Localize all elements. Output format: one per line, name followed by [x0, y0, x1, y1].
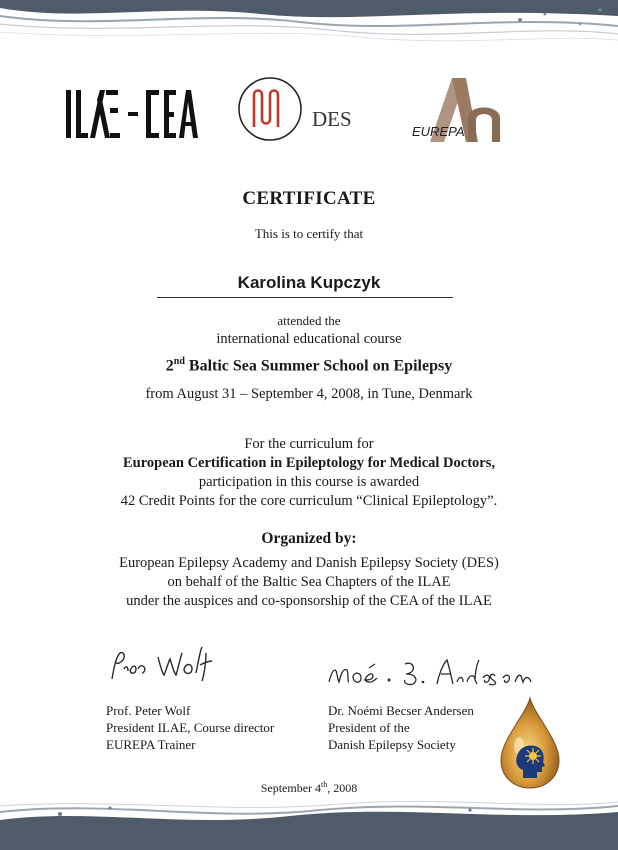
date-year: , 2008 [327, 781, 358, 795]
certificate-date [0, 780, 618, 796]
des-logo-icon [254, 91, 278, 128]
recipient-name: Karolina Kupczyk [237, 273, 381, 292]
signature-peter-wolf [108, 643, 220, 685]
signer-role: EUREPA Trainer [106, 737, 196, 752]
amber-drop-head-icon [499, 696, 561, 790]
ilae-cea-logo-icon [66, 90, 198, 138]
top-wave-decoration [0, 0, 618, 48]
signer-role: President ILAE, Course director [106, 720, 275, 735]
certify-line: This is to certify that [254, 226, 364, 241]
organized-line-2: on behalf of the Baltic Sea Chapters of the ILAE [167, 574, 451, 590]
eurepa-logo-text: EUREPA [412, 124, 465, 139]
course-name-text: Baltic Sea Summer School on Epilepsy [184, 357, 453, 375]
recipient-underline [157, 297, 453, 298]
course-dates-location: from August 31 – September 4, 2008, in Tune, Denmark [145, 386, 473, 402]
course-type-line: international educational course [216, 331, 402, 347]
signature-noemi-andersen [325, 652, 535, 694]
des-logo-text: DES [312, 107, 352, 131]
date-prefix: September 4 [260, 781, 322, 795]
signer-noemi-andersen [328, 702, 474, 753]
certificate-title: CERTIFICATE [242, 188, 376, 209]
course-ordinal-number: 2 [165, 357, 174, 375]
curriculum-line-4: 42 Credit Points for the core curriculum “Clinical Epileptology”. [120, 493, 498, 509]
curriculum-line-3: participation in this course is awarded [198, 474, 420, 490]
signer-peter-wolf [106, 702, 274, 753]
signer-name: Dr. Noémi Becser Andersen [328, 703, 474, 718]
course-ordinal-suffix: nd [173, 356, 185, 367]
attended-line: attended the [277, 313, 341, 328]
curriculum-line-1: For the curriculum for [244, 436, 374, 452]
des-logo [236, 73, 362, 145]
organized-line-1: European Epilepsy Academy and Danish Epilepsy Society (DES) [119, 555, 499, 571]
ilae-cea-logo [66, 84, 198, 142]
organized-line-3: under the auspices and co-sponsorship of the CEA of the ILAE [126, 593, 492, 609]
curriculum-line-2: European Certification in Epileptology for Medical Doctors, [122, 455, 495, 471]
organized-heading: Organized by: [261, 530, 357, 547]
date-suffix: th [321, 780, 328, 789]
bottom-wave-decoration [0, 800, 618, 850]
signer-name: Prof. Peter Wolf [106, 703, 191, 718]
course-name [0, 356, 618, 375]
eurepa-logo [408, 74, 512, 146]
signer-role: President of the [328, 720, 410, 735]
signer-role: Danish Epilepsy Society [328, 737, 456, 752]
